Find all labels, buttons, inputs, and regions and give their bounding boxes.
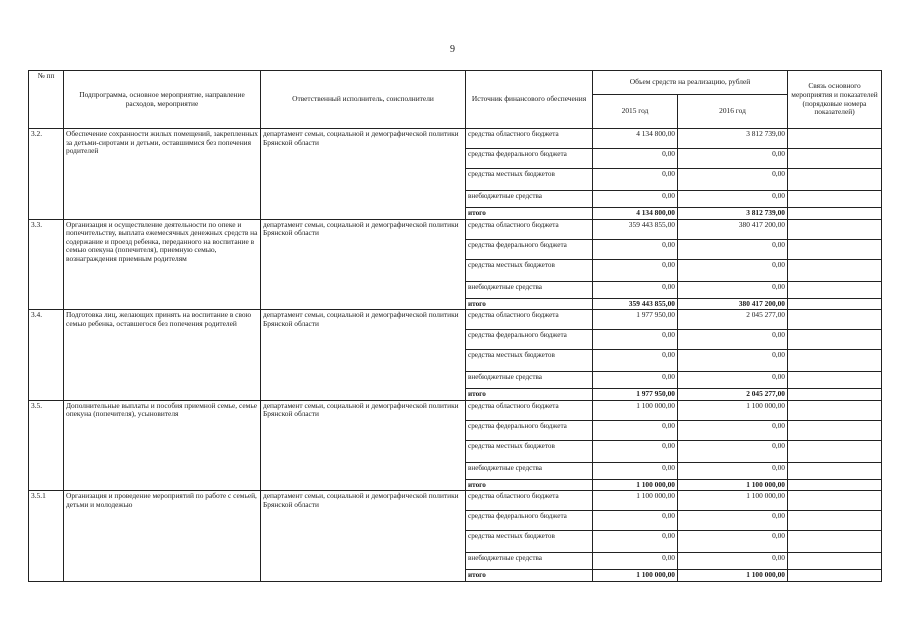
- value-2016-cell: 0,00: [678, 149, 788, 169]
- indicator-link-cell: [788, 511, 882, 531]
- value-2016-cell: 0,00: [678, 440, 788, 462]
- value-2016-cell: 2 045 277,00: [678, 389, 788, 401]
- value-2016-cell: 0,00: [678, 350, 788, 372]
- program-cell: Дополнительные выплаты и пособия приемной семье, семье опекуна (попечителя), усыновителя: [64, 400, 261, 491]
- source-cell: средства областного бюджета: [466, 491, 593, 511]
- source-cell: внебюджетные средства: [466, 281, 593, 298]
- indicator-link-cell: [788, 191, 882, 208]
- indicator-link-cell: [788, 372, 882, 389]
- value-2016-cell: 0,00: [678, 420, 788, 440]
- header-link: Связь основного мероприятия и показателей (порядковые номера показателей): [788, 71, 882, 129]
- value-2015-cell: 0,00: [593, 239, 678, 259]
- value-2015-cell: 0,00: [593, 511, 678, 531]
- value-2015-cell: 0,00: [593, 440, 678, 462]
- indicator-link-cell: [788, 169, 882, 191]
- total-label: итого: [466, 298, 593, 310]
- value-2016-cell: 0,00: [678, 511, 788, 531]
- header-executor: Ответственный исполнитель, соисполнители: [261, 71, 466, 129]
- source-cell: средства местных бюджетов: [466, 259, 593, 281]
- value-2015-cell: 359 443 855,00: [593, 219, 678, 239]
- value-2015-cell: 0,00: [593, 531, 678, 553]
- value-2016-cell: 0,00: [678, 239, 788, 259]
- table-row: [29, 310, 882, 330]
- header-year-2015: 2015 год: [593, 95, 678, 129]
- program-cell: Обеспечение сохранности жилых помещений, закрепленных за детьми-сиротами и детьми, оставшимися без попечения родителей: [64, 129, 261, 220]
- value-2016-cell: 0,00: [678, 169, 788, 191]
- header-year-2016: 2016 год: [678, 95, 788, 129]
- indicator-link-cell: [788, 491, 882, 511]
- header-volume: Объем средств на реализацию, рублей: [593, 71, 788, 95]
- value-2015-cell: 0,00: [593, 462, 678, 479]
- indicator-link-cell: [788, 281, 882, 298]
- indicator-link-cell: [788, 310, 882, 330]
- source-cell: средства местных бюджетов: [466, 350, 593, 372]
- total-label: итого: [466, 479, 593, 491]
- indicator-link-cell: [788, 298, 882, 310]
- header-program: Подпрограмма, основное мероприятие, направление расходов, мероприятие: [64, 71, 261, 129]
- source-cell: средства федерального бюджета: [466, 149, 593, 169]
- source-cell: средства федерального бюджета: [466, 330, 593, 350]
- indicator-link-cell: [788, 330, 882, 350]
- value-2015-cell: 0,00: [593, 149, 678, 169]
- row-number: 3.2.: [29, 129, 64, 220]
- value-2016-cell: 0,00: [678, 372, 788, 389]
- value-2016-cell: 0,00: [678, 553, 788, 570]
- value-2016-cell: 1 100 000,00: [678, 479, 788, 491]
- value-2016-cell: 0,00: [678, 330, 788, 350]
- value-2015-cell: 1 100 000,00: [593, 400, 678, 420]
- indicator-link-cell: [788, 479, 882, 491]
- program-cell: Подготовка лиц, желающих принять на воспитание в свою семью ребенка, оставшегося без попечения родителей: [64, 310, 261, 401]
- page-number: 9: [450, 44, 455, 55]
- source-cell: внебюджетные средства: [466, 191, 593, 208]
- indicator-link-cell: [788, 389, 882, 401]
- source-cell: внебюджетные средства: [466, 372, 593, 389]
- value-2016-cell: 2 045 277,00: [678, 310, 788, 330]
- value-2015-cell: 0,00: [593, 281, 678, 298]
- source-cell: внебюджетные средства: [466, 553, 593, 570]
- source-cell: средства областного бюджета: [466, 310, 593, 330]
- source-cell: средства местных бюджетов: [466, 169, 593, 191]
- executor-cell: департамент семьи, социальной и демографической политики Брянской области: [261, 491, 466, 582]
- total-label: итого: [466, 389, 593, 401]
- indicator-link-cell: [788, 553, 882, 570]
- value-2016-cell: 380 417 200,00: [678, 298, 788, 310]
- value-2015-cell: 4 134 800,00: [593, 208, 678, 220]
- value-2016-cell: 3 812 739,00: [678, 129, 788, 149]
- indicator-link-cell: [788, 350, 882, 372]
- row-number: 3.5.1: [29, 491, 64, 582]
- source-cell: средства федерального бюджета: [466, 420, 593, 440]
- program-cell: Организация и осуществление деятельности по опеке и попечительству, выплата ежемесячных денежных средств на содержание и проезд ребенка, переданного на воспитание в семью опекуна (попечителя), приемную семью, вознаграждения приемным родителям: [64, 219, 261, 310]
- value-2015-cell: 1 100 000,00: [593, 491, 678, 511]
- value-2016-cell: 0,00: [678, 259, 788, 281]
- value-2016-cell: 0,00: [678, 191, 788, 208]
- row-number: 3.3.: [29, 219, 64, 310]
- value-2016-cell: 380 417 200,00: [678, 219, 788, 239]
- source-cell: внебюджетные средства: [466, 462, 593, 479]
- value-2016-cell: 1 100 000,00: [678, 570, 788, 582]
- table-body: [29, 129, 882, 582]
- source-cell: средства областного бюджета: [466, 219, 593, 239]
- table-row: [29, 219, 882, 239]
- value-2015-cell: 4 134 800,00: [593, 129, 678, 149]
- table-row: [29, 491, 882, 511]
- indicator-link-cell: [788, 531, 882, 553]
- value-2016-cell: 0,00: [678, 462, 788, 479]
- value-2016-cell: 1 100 000,00: [678, 400, 788, 420]
- indicator-link-cell: [788, 259, 882, 281]
- value-2015-cell: 0,00: [593, 372, 678, 389]
- table-row: [29, 129, 882, 149]
- executor-cell: департамент семьи, социальной и демографической политики Брянской области: [261, 129, 466, 220]
- table-row: [29, 400, 882, 420]
- value-2016-cell: 0,00: [678, 531, 788, 553]
- source-cell: средства федерального бюджета: [466, 511, 593, 531]
- indicator-link-cell: [788, 440, 882, 462]
- value-2016-cell: 0,00: [678, 281, 788, 298]
- value-2015-cell: 0,00: [593, 420, 678, 440]
- source-cell: средства областного бюджета: [466, 400, 593, 420]
- value-2015-cell: 0,00: [593, 191, 678, 208]
- value-2015-cell: 1 100 000,00: [593, 479, 678, 491]
- value-2015-cell: 0,00: [593, 259, 678, 281]
- indicator-link-cell: [788, 420, 882, 440]
- value-2016-cell: 1 100 000,00: [678, 491, 788, 511]
- total-label: итого: [466, 208, 593, 220]
- value-2015-cell: 1 977 950,00: [593, 389, 678, 401]
- indicator-link-cell: [788, 208, 882, 220]
- value-2015-cell: 0,00: [593, 350, 678, 372]
- value-2015-cell: 0,00: [593, 169, 678, 191]
- value-2015-cell: 1 977 950,00: [593, 310, 678, 330]
- row-number: 3.5.: [29, 400, 64, 491]
- header-num: № пп: [29, 71, 64, 129]
- indicator-link-cell: [788, 400, 882, 420]
- source-cell: средства местных бюджетов: [466, 440, 593, 462]
- value-2015-cell: 0,00: [593, 553, 678, 570]
- header-source: Источник финансового обеспечения: [466, 71, 593, 129]
- value-2015-cell: 1 100 000,00: [593, 570, 678, 582]
- funding-table: [28, 70, 882, 582]
- source-cell: средства местных бюджетов: [466, 531, 593, 553]
- value-2015-cell: 359 443 855,00: [593, 298, 678, 310]
- source-cell: средства областного бюджета: [466, 129, 593, 149]
- executor-cell: департамент семьи, социальной и демографической политики Брянской области: [261, 400, 466, 491]
- executor-cell: департамент семьи, социальной и демографической политики Брянской области: [261, 219, 466, 310]
- total-label: итого: [466, 570, 593, 582]
- indicator-link-cell: [788, 462, 882, 479]
- indicator-link-cell: [788, 149, 882, 169]
- source-cell: средства федерального бюджета: [466, 239, 593, 259]
- value-2016-cell: 3 812 739,00: [678, 208, 788, 220]
- indicator-link-cell: [788, 570, 882, 582]
- program-cell: Организация и проведение мероприятий по работе с семьей, детьми и молодежью: [64, 491, 261, 582]
- executor-cell: департамент семьи, социальной и демографической политики Брянской области: [261, 310, 466, 401]
- indicator-link-cell: [788, 129, 882, 149]
- row-number: 3.4.: [29, 310, 64, 401]
- value-2015-cell: 0,00: [593, 330, 678, 350]
- indicator-link-cell: [788, 219, 882, 239]
- indicator-link-cell: [788, 239, 882, 259]
